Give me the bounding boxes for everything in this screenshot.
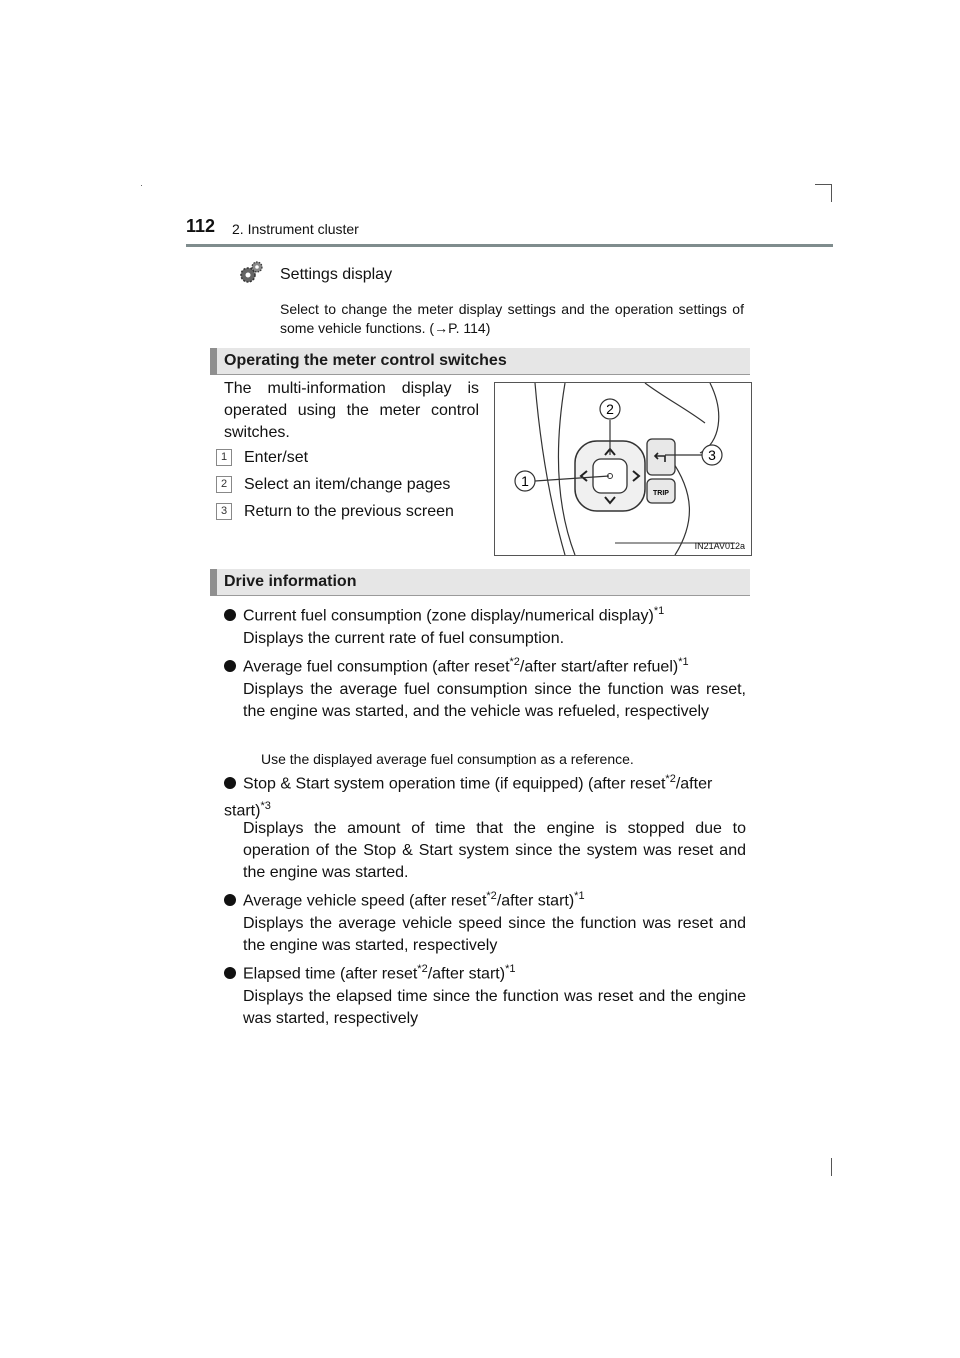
item-title-text: /after start) [224,775,713,820]
operating-intro: The multi-information display is operated using the meter control switches. [224,380,479,441]
item-title-text: /after start) [427,965,506,983]
header-rule [186,244,833,247]
section-heading-bar [210,569,750,596]
callout-number: 1 [521,473,529,489]
heading-accent [210,569,217,596]
enter-button [593,459,627,493]
item-number: 3 [216,503,232,520]
crop-mark [831,184,832,202]
item-title-text: /after start/after refuel) [519,658,679,676]
crop-mark [815,184,832,185]
drive-item-description: Displays the average fuel consumption since the function was reset, the engine was started, and the vehicle was refueled, respectively [243,681,746,720]
page-number: 112 [186,216,216,236]
footnote-ref: *2 [486,890,497,902]
footnote-ref: *1 [653,605,665,617]
drive-item-title [224,651,746,678]
item-title-text: Current fuel consumption (zone display/numerical display) [243,607,654,625]
section-title: 2. Instrument cluster [232,221,359,237]
footnote-ref: *1 [678,656,689,668]
drive-item-note: Use the displayed average fuel consumption as a reference. [261,751,634,767]
item-title-text: Average vehicle speed (after reset [243,892,487,910]
settings-display-title: Settings display [280,266,393,283]
footnote-ref: *2 [509,656,520,668]
bullet-icon [224,660,236,672]
trip-label: TRIP [653,490,669,497]
numbered-item [216,476,450,494]
callout-number: 3 [708,447,716,463]
section-heading-bar [210,348,750,375]
item-title-text: Stop & Start system operation time (if equipped) (after reset [243,775,666,793]
heading-accent [210,348,217,375]
footnote-ref: *1 [505,963,516,975]
item-title-text: Average fuel consumption (after reset [243,658,510,676]
item-label: Enter/set [244,449,309,466]
item-title-text: /after start) [496,892,575,910]
footnote-ref: *3 [260,800,271,813]
item-label: Select an item/change pages [244,476,451,493]
footnote-ref: *1 [574,890,585,902]
item-title-text: Elapsed time (after reset [243,965,418,983]
meter-control-switch-figure [494,382,752,556]
drive-item-title [224,885,746,912]
crop-mark [831,1158,832,1176]
numbered-item [216,449,308,467]
drive-item-description: Displays the elapsed time since the function was reset and the engine was started, respectively [243,988,746,1027]
bullet-icon [224,894,236,906]
footnote-ref: *2 [665,773,676,785]
steering-switch-illustration [495,383,751,555]
operating-heading: Operating the meter control switches [224,352,507,369]
drive-item-title [224,768,746,823]
drive-item-description: Displays the average vehicle speed since the function was reset and the engine was started, respectively [243,915,746,954]
numbered-item [216,503,454,521]
crop-mark [141,185,142,186]
drive-heading: Drive information [224,573,357,590]
footnote-ref: *2 [417,963,428,975]
settings-gear-icon [238,260,264,286]
drive-item-title [224,600,746,627]
drive-item-description: Displays the current rate of fuel consumption. [243,630,565,647]
settings-display-description: Select to change the meter display settings and the operation settings of some vehicle functions. (→P. 114) [280,301,744,336]
drive-item-title [224,958,746,985]
item-label: Return to the previous screen [244,503,454,520]
callout-number: 2 [606,401,614,417]
item-number: 1 [216,449,232,466]
bullet-icon [224,777,236,789]
drive-item-description: Displays the amount of time that the engine is stopped due to operation of the Stop & Start system since the system was reset and the engine was started. [243,820,746,881]
bullet-icon [224,609,236,621]
back-button [647,439,675,475]
item-number: 2 [216,476,232,493]
figure-code: IN21AV012a [694,541,745,551]
bullet-icon [224,967,236,979]
